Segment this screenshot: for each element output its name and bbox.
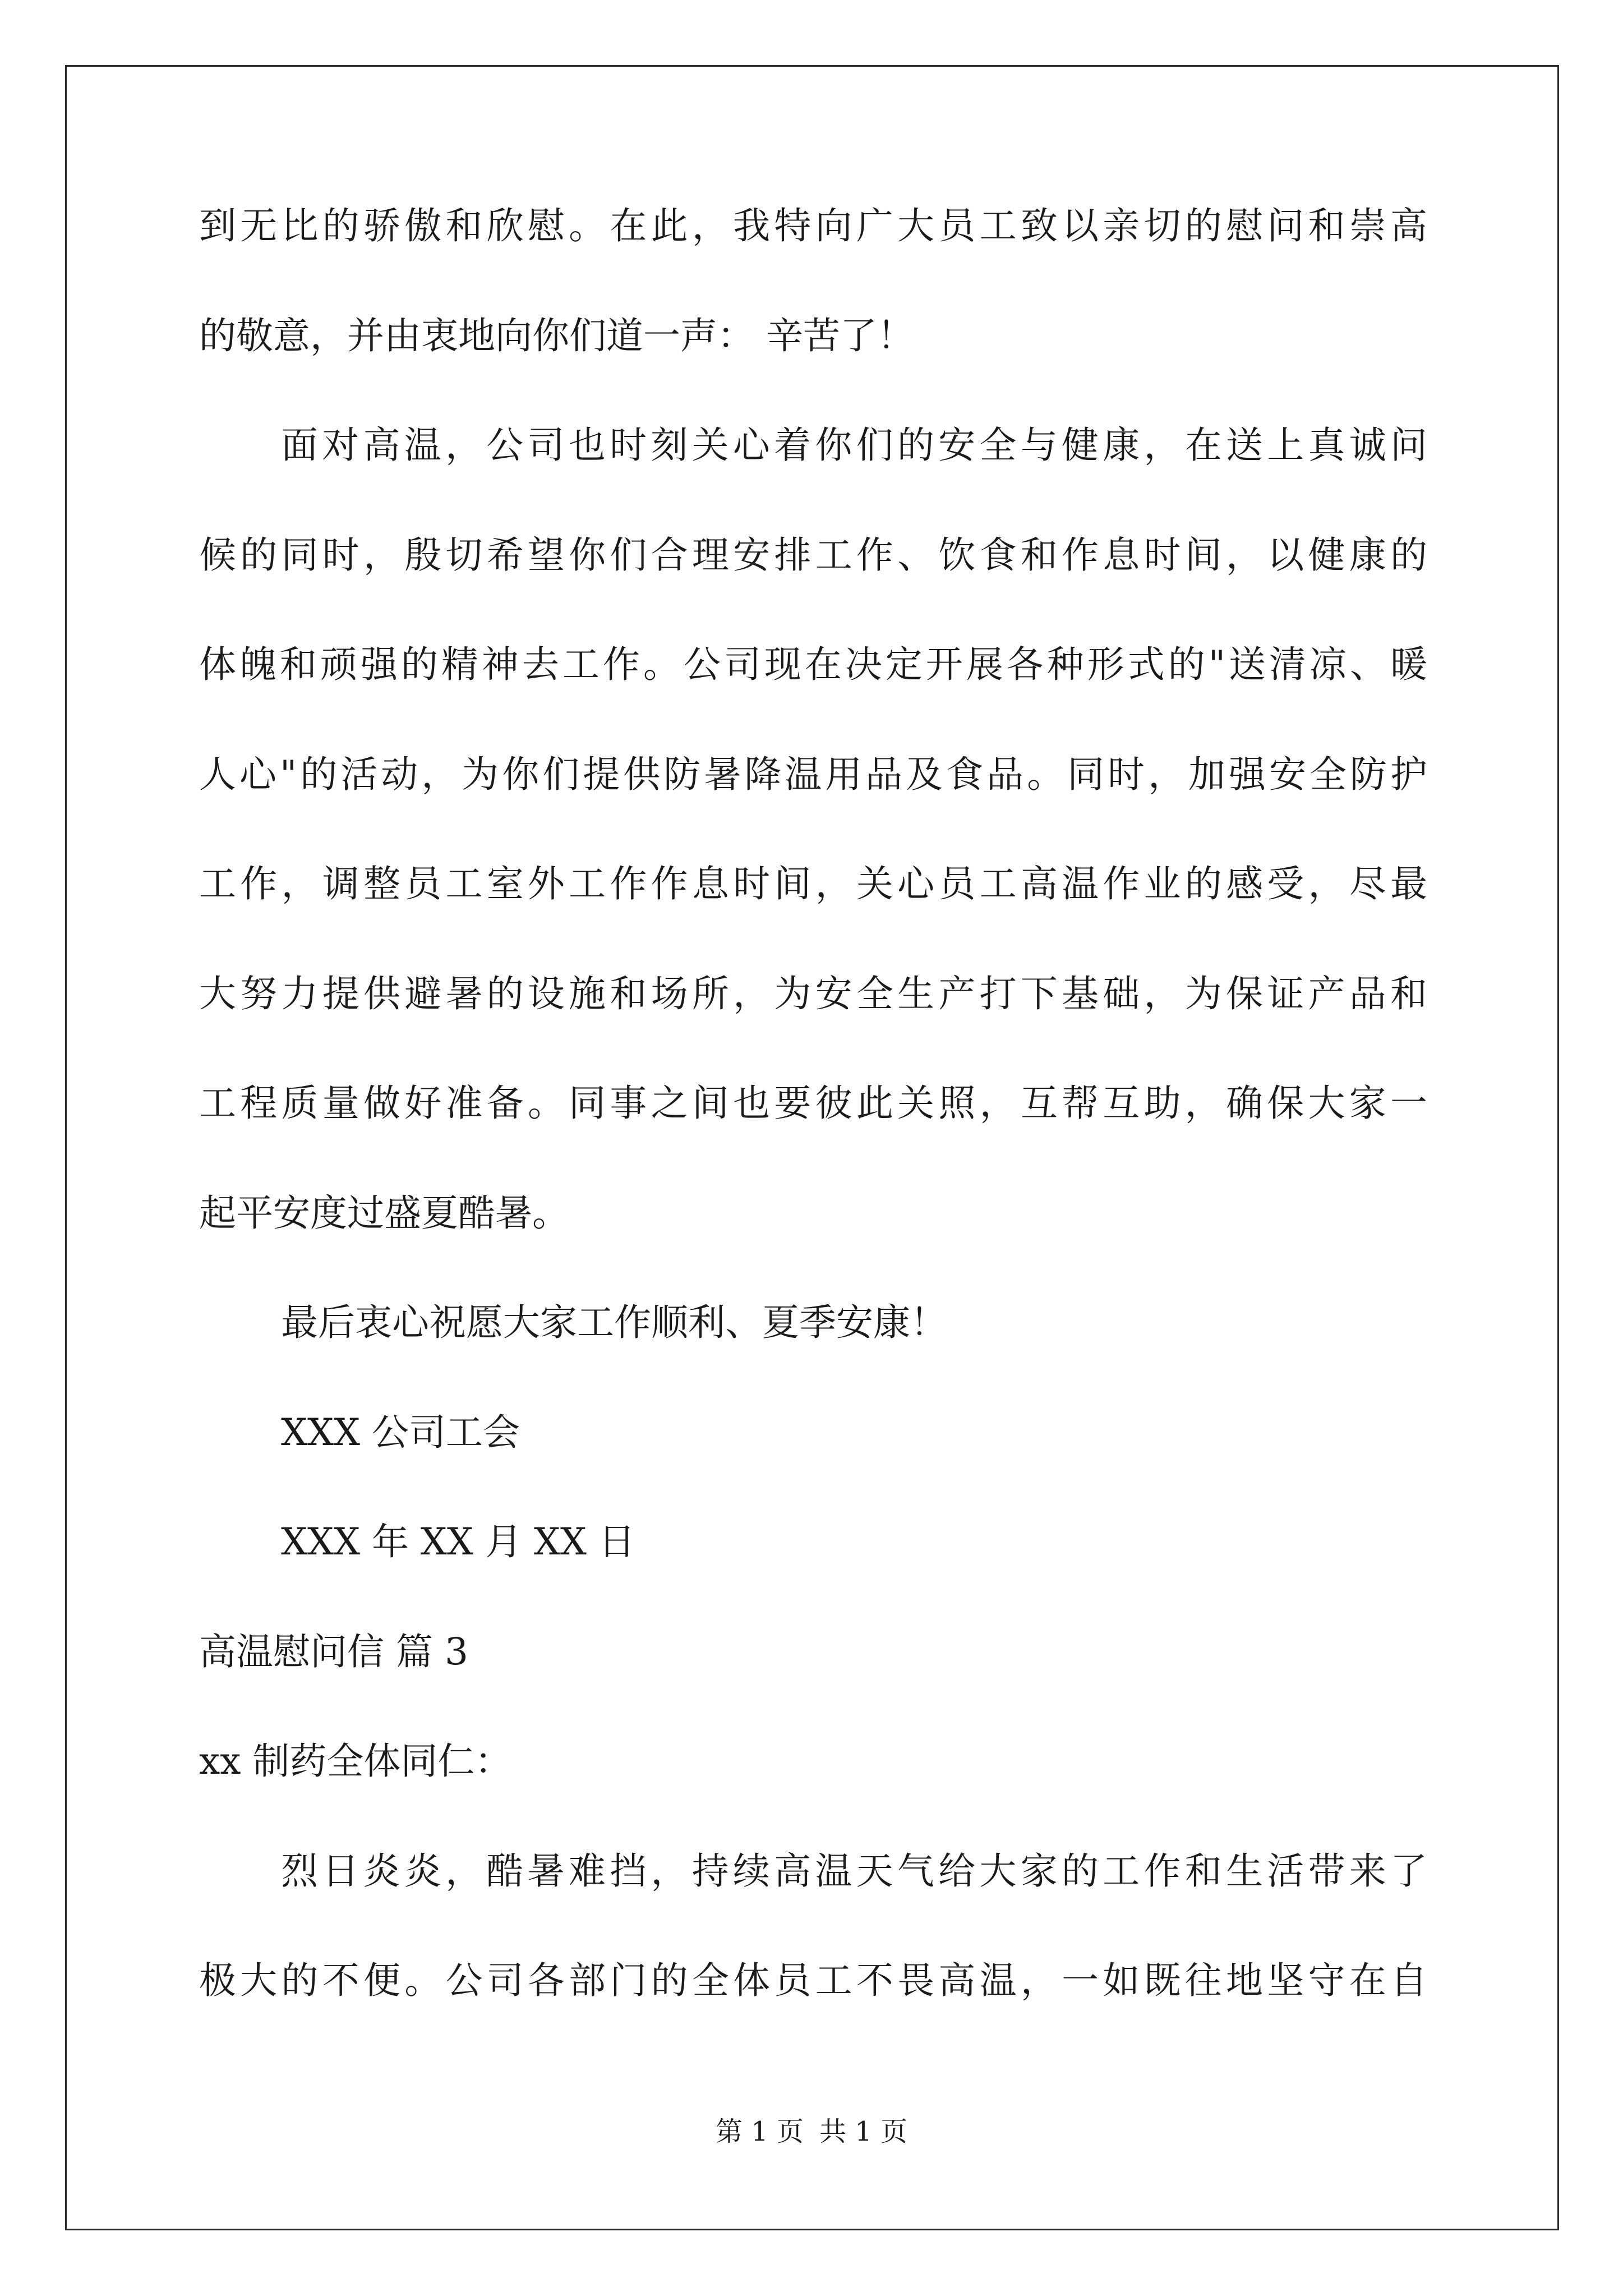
page-footer (0, 2118, 1623, 2145)
text-line: 工作，调整员工室外工作作息时间，关心员工高温作业的感受，尽最 (199, 862, 1427, 905)
signature-org: XXX 公司工会 (281, 1410, 520, 1454)
section-heading: 高温慰问信 篇 3 (199, 1630, 468, 1673)
text-line: 极大的不便。公司各部门的全体员工不畏高温，一如既往地坚守在自 (199, 1959, 1427, 2002)
signature-date: XXX 年 XX 月 XX 日 (281, 1520, 635, 1563)
text-line: 起平安度过盛夏酷暑。 (199, 1191, 569, 1235)
text-line: 人心"的活动，为你们提供防暑降温用品及食品。同时，加强安全防护 (199, 752, 1427, 796)
text-line: 烈日炎炎，酷暑难挡，持续高温天气给大家的工作和生活带来了 (281, 1849, 1427, 1893)
document-body (199, 204, 1427, 2072)
text-line: 工程质量做好准备。同事之间也要彼此关照，互帮互助，确保大家一 (199, 1082, 1427, 1125)
text-line: 面对高温，公司也时刻关心着你们的安全与健康，在送上真诚问 (281, 424, 1427, 467)
text-line: 候的同时，殷切希望你们合理安排工作、饮食和作息时间，以健康的 (199, 533, 1427, 577)
text-line: 的敬意，并由衷地向你们道一声： 辛苦了！ (199, 314, 914, 357)
closing-wish: 最后衷心祝愿大家工作顺利、夏季安康！ (281, 1301, 947, 1344)
salutation: xx 制药全体同仁： (199, 1740, 512, 1783)
page-total: 共 1 页 (819, 2116, 908, 2147)
page-number: 第 1 页 (715, 2116, 804, 2147)
text-line: 大努力提供避暑的设施和场所，为安全生产打下基础，为保证产品和 (199, 972, 1427, 1015)
text-line: 体魄和顽强的精神去工作。公司现在决定开展各种形式的"送清凉、暖 (199, 643, 1427, 686)
text-line: 到无比的骄傲和欣慰。在此，我特向广大员工致以亲切的慰问和崇高 (199, 204, 1427, 247)
